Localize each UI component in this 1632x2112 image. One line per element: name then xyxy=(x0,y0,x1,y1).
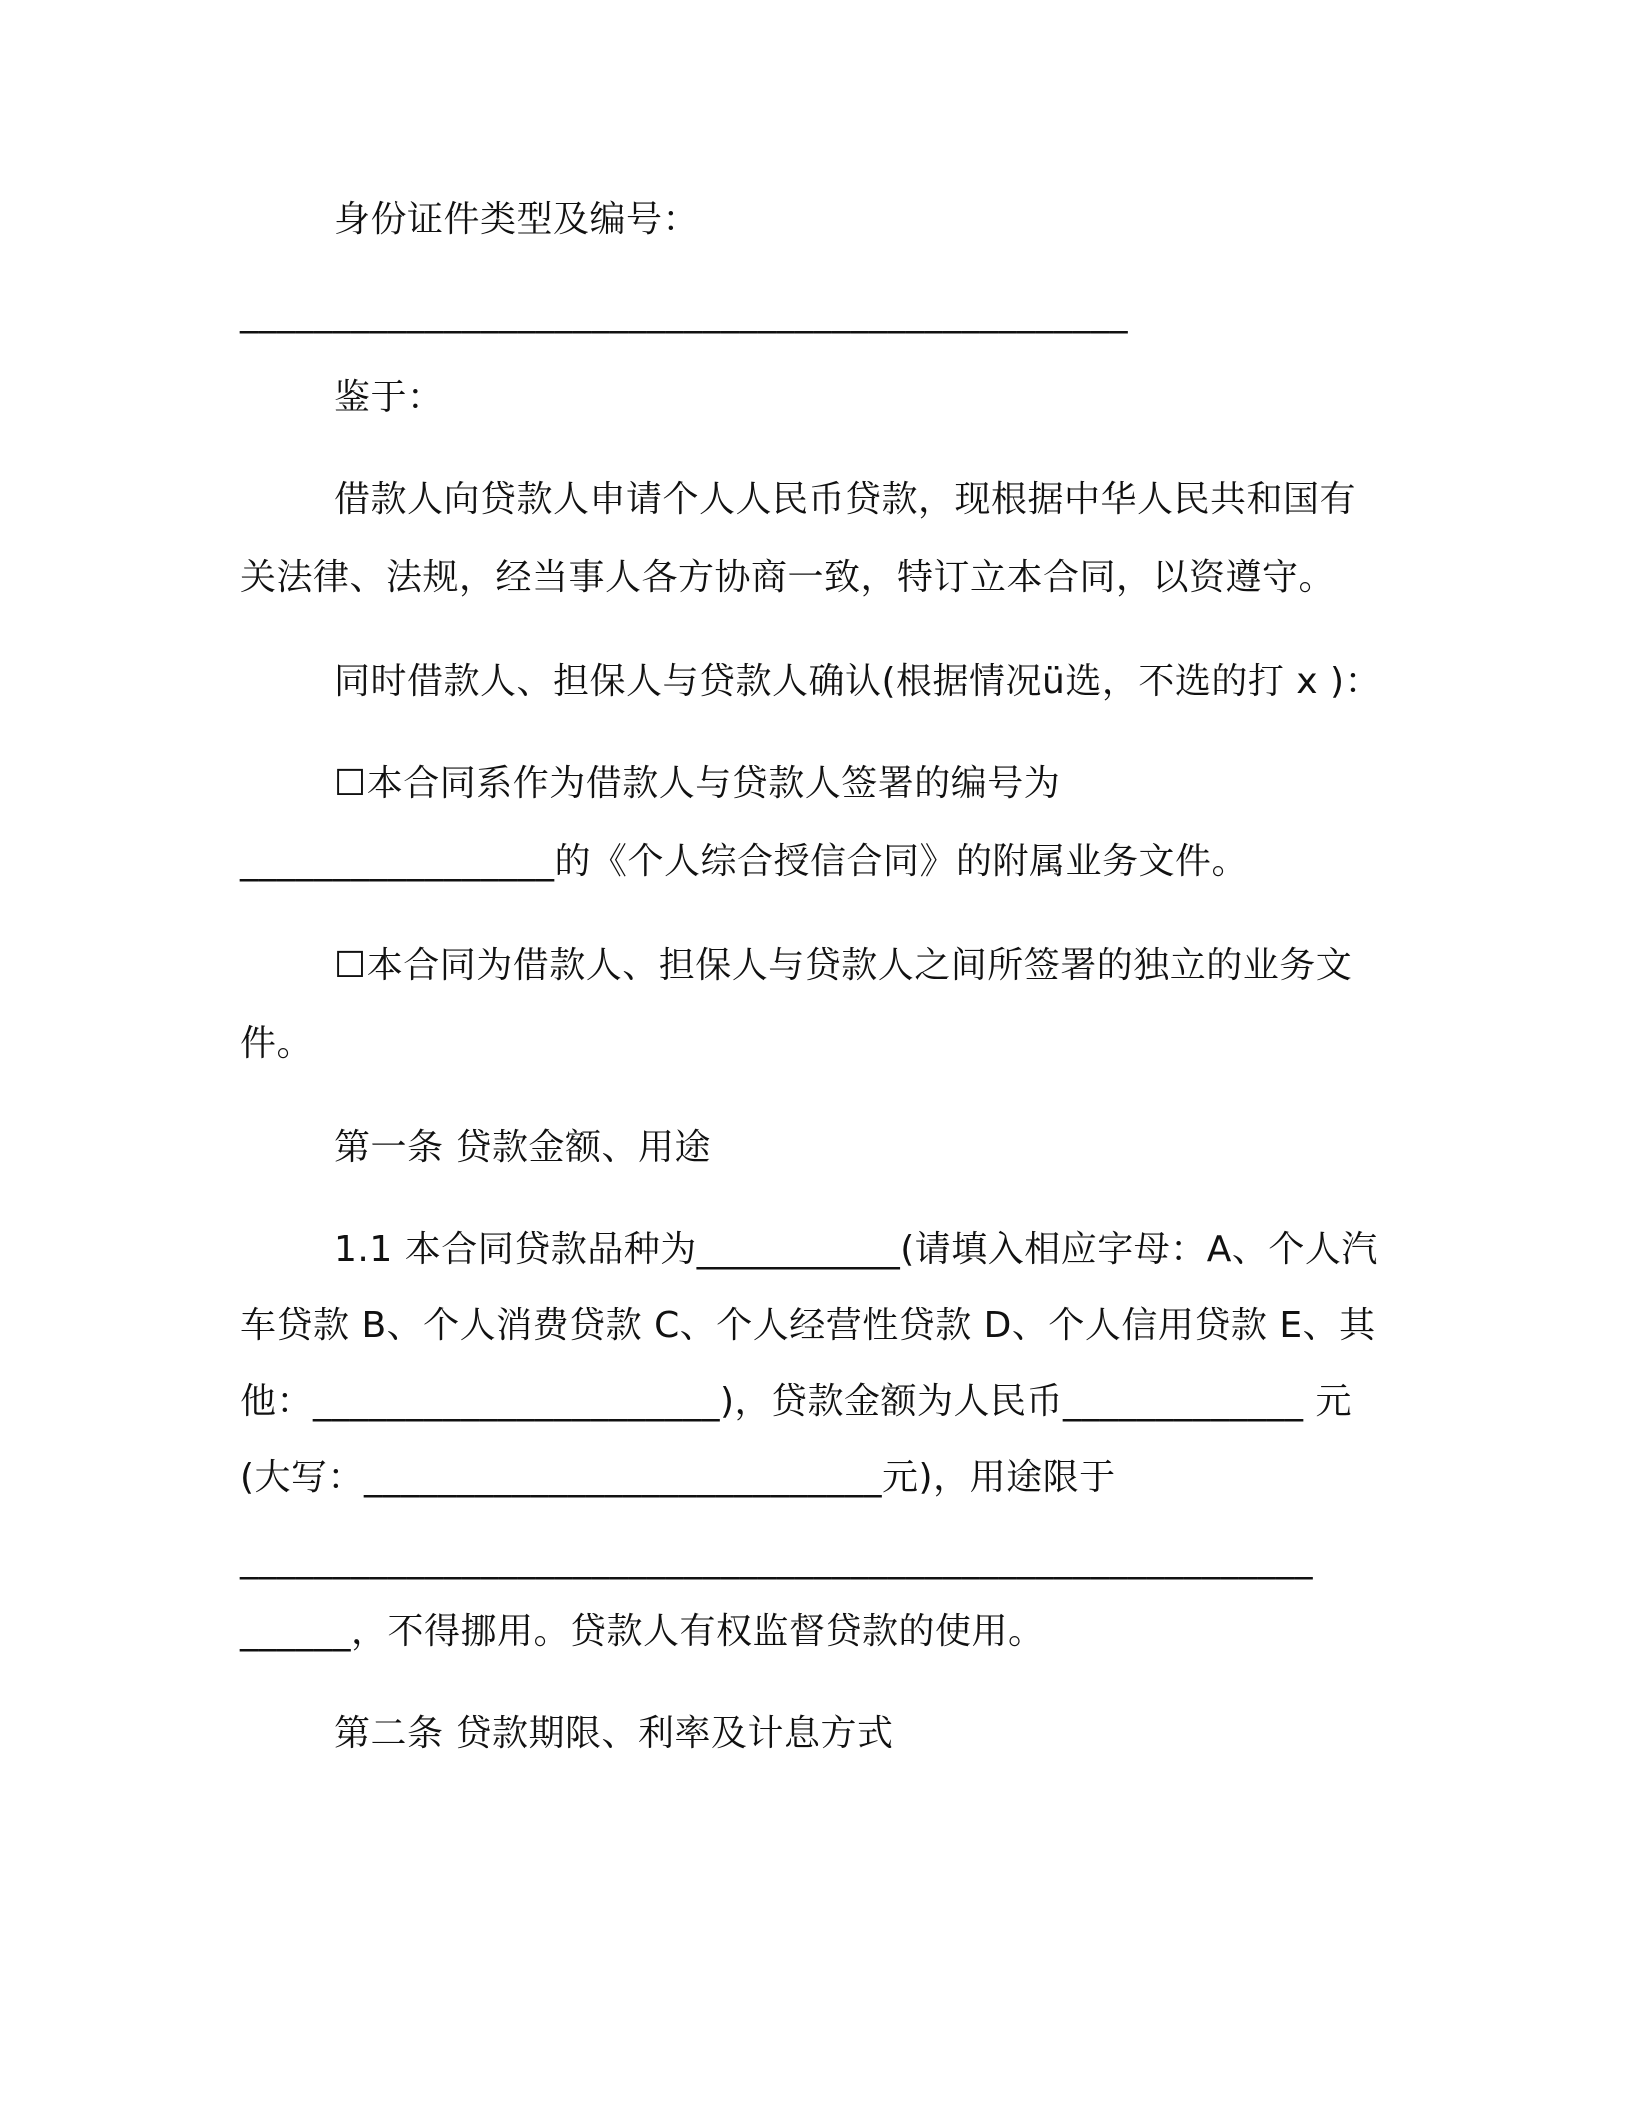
option-credit-contract-line-2: _________________的《个人综合授信合同》的附属业务文件。 xyxy=(240,841,1249,882)
article-two-heading: 第二条 贷款期限、利率及计息方式 xyxy=(334,1713,894,1754)
clause-1-1-line-1: 1.1 本合同贷款品种为___________(请填入相应字母：A、个人汽 xyxy=(334,1229,1378,1270)
option-credit-contract-line-1: ☐本合同系作为借款人与贷款人签署的编号为 xyxy=(334,763,1061,804)
intro-paragraph-line-2: 关法律、法规，经当事人各方协商一致，特订立本合同，以资遵守。 xyxy=(240,557,1336,598)
clause-1-1-line-4: (大写：____________________________元)，用途限于 xyxy=(240,1457,1116,1498)
clause-1-1-line-3: 他：______________________)，贷款金额为人民币_____________ 元 xyxy=(240,1381,1352,1422)
clause-1-1-line-5: __________________________________________________________ xyxy=(240,1539,1313,1580)
intro-paragraph-line-1: 借款人向贷款人申请个人人民币贷款，现根据中华人民共和国有 xyxy=(334,479,1357,520)
option-independent-contract-line-2: 件。 xyxy=(240,1023,314,1064)
clause-1-1-line-2: 车贷款 B、个人消费贷款 C、个人经营性贷款 D、个人信用贷款 E、其 xyxy=(240,1305,1376,1346)
clause-1-1-line-6: ______，不得挪用。贷款人有权监督贷款的使用。 xyxy=(240,1611,1045,1652)
id-type-label: 身份证件类型及编号： xyxy=(334,199,700,240)
article-one-heading: 第一条 贷款金额、用途 xyxy=(334,1127,711,1168)
confirmation-paragraph: 同时借款人、担保人与贷款人确认(根据情况ü选，不选的打 x )： xyxy=(334,661,1382,702)
whereas-heading: 鉴于： xyxy=(334,377,444,418)
id-number-blank: ________________________________________________ xyxy=(240,293,1128,334)
option-independent-contract-line-1: ☐本合同为借款人、担保人与贷款人之间所签署的独立的业务文 xyxy=(334,945,1353,986)
